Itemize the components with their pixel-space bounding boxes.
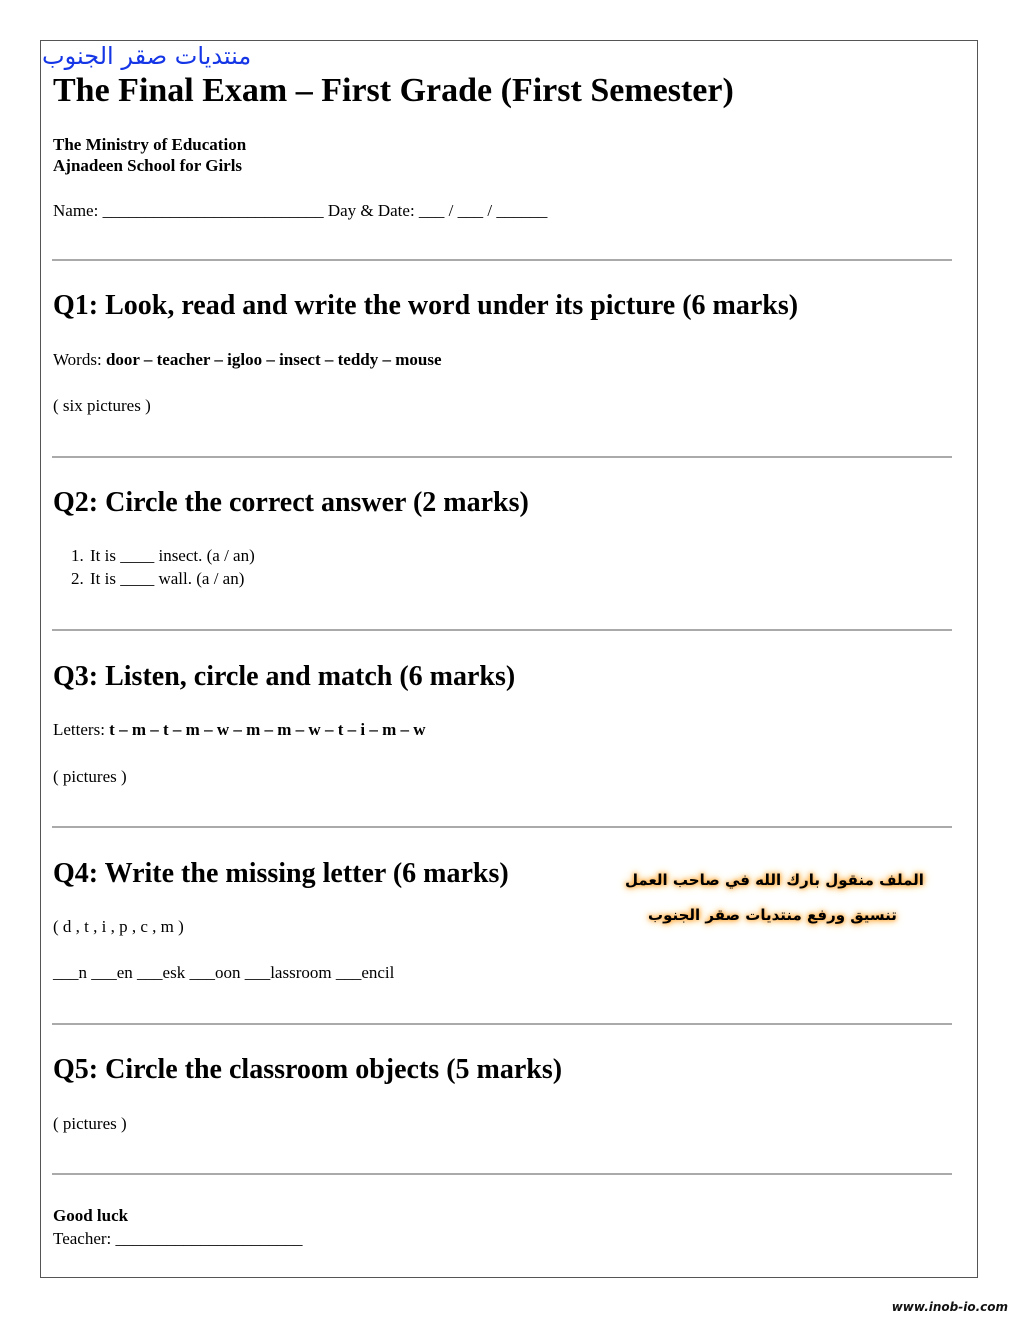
q4-heading: Q4: Write the missing letter (6 marks) — [53, 858, 509, 889]
q3-pictures-placeholder: ( pictures ) — [53, 767, 127, 786]
good-luck: Good luck — [53, 1206, 129, 1225]
divider — [52, 629, 952, 631]
q2-heading: Q2: Circle the correct answer (2 marks) — [53, 487, 529, 518]
divider — [52, 1173, 952, 1175]
q3-letters — [53, 719, 426, 741]
stamp-line-2: تنسيق ورفع منتديات صقر الجنوب — [648, 906, 897, 924]
q1-pictures-placeholder: ( six pictures ) — [53, 396, 151, 415]
stamp-line-1: الملف منقول بارك الله في صاحب العمل — [625, 871, 924, 889]
q1-heading: Q1: Look, read and write the word under its picture (6 marks) — [53, 290, 799, 321]
q1-words-label: Words: — [53, 350, 106, 369]
q5-heading: Q5: Circle the classroom objects (5 marks) — [53, 1054, 563, 1085]
divider — [52, 259, 952, 261]
page-frame — [40, 40, 978, 1278]
school-name: Ajnadeen School for Girls — [53, 156, 243, 175]
q5-pictures-placeholder: ( pictures ) — [53, 1114, 127, 1133]
name-date-line: Name: __________________________ Day & Date: ___ / ___ / ______ — [53, 201, 548, 220]
divider — [52, 1023, 952, 1025]
q1-words-list: door – teacher – igloo – insect – teddy – mouse — [105, 350, 442, 369]
q3-letters-label: Letters: — [53, 720, 110, 739]
q4-blank-words: ___n ___en ___esk ___oon ___lassroom ___encil — [53, 963, 395, 982]
q3-letters-list: t – m – t – m – w – m – m – w – t – i – m – w — [109, 720, 426, 739]
q2-item: 2. It is ____ wall. (a / an) — [88, 567, 255, 590]
teacher-line: Teacher: ______________________ — [53, 1229, 303, 1248]
ministry-name: The Ministry of Education — [53, 135, 247, 154]
q4-letter-options: ( d , t , i , p , c , m ) — [53, 917, 184, 936]
q2-item: 1. It is ____ insect. (a / an) — [88, 544, 255, 567]
exam-title: The Final Exam – First Grade (First Semester) — [53, 72, 734, 109]
q1-words — [53, 349, 442, 371]
divider — [52, 826, 952, 828]
footer-url: www.inob-io.com — [891, 1300, 1008, 1314]
q2-list — [30, 544, 255, 590]
divider — [52, 456, 952, 458]
forum-watermark: منتديات صقر الجنوب — [42, 42, 252, 70]
q3-heading: Q3: Listen, circle and match (6 marks) — [53, 661, 516, 692]
